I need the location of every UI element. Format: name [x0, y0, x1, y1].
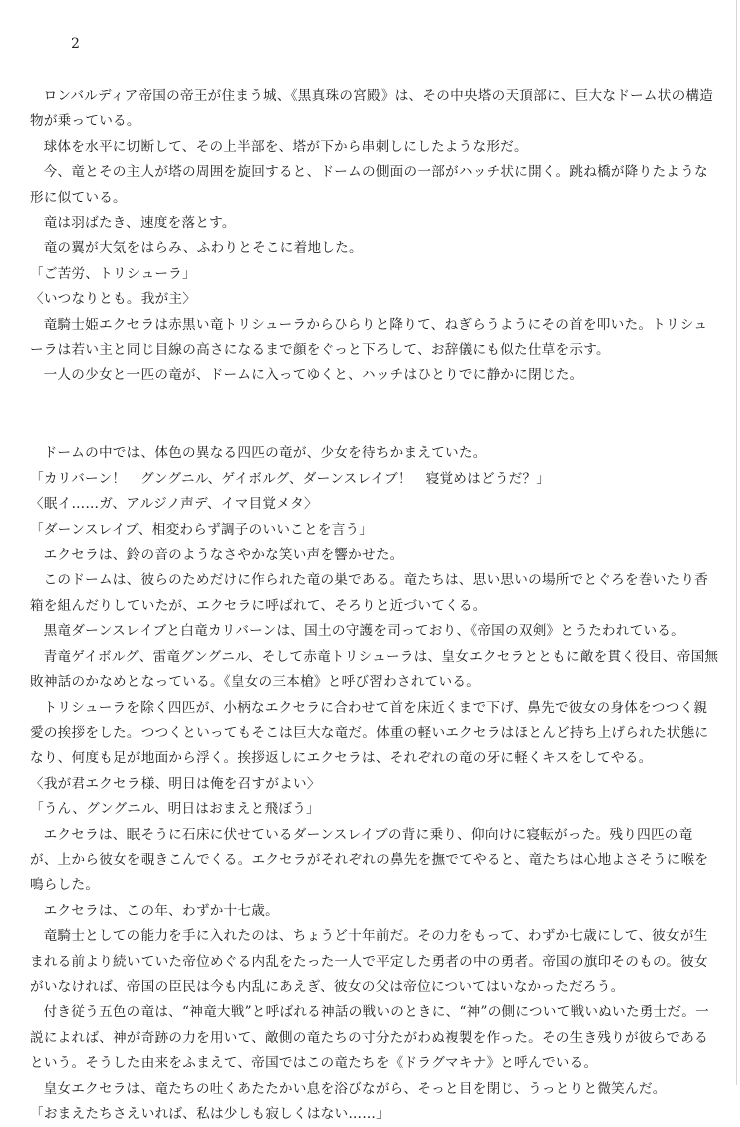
narration-paragraph: トリシューラを除く四匹が、小柄なエクセラに合わせて首を床近くまで下げ、鼻先で彼女の身体をつつく親愛の挨拶をした。つつくといってもそこは巨大な竜だ。体重の軽いエクセラはほとんど持ち上げられた状態になり、何度も足が地面から浮く。挨拶返しにエクセラは、それぞれの竜の牙に軽くキスをしてやる。: [30, 699, 709, 767]
dialogue-line: 「うん、グングニル、明日はおまえと飛ぼう」: [30, 801, 320, 818]
page-edge-line: [736, 0, 737, 1085]
narration-paragraph: このドームは、彼らのためだけに作られた竜の巣である。竜たちは、思い思いの場所でとぐろを巻いたり香箱を組んだりしていたが、エクセラに呼ばれて、そろりと近づいてくる。: [30, 572, 709, 614]
narration-paragraph: ドームの中では、体色の異なる四匹の竜が、少女を待ちかまえていた。: [43, 445, 487, 462]
narration-paragraph: 竜は羽ばたき、速度を落とす。: [43, 215, 236, 232]
narration-paragraph: 球体を水平に切断して、その上半部を、塔が下から串刺しにしたような形だ。: [43, 138, 528, 155]
dialogue-line: 〈我が君エクセラ様、明日は俺を召すがよい〉: [30, 775, 321, 792]
narration-paragraph: ロンバルディア帝国の帝王が住まう城、《黒真珠の宮殿》は、その中央塔の天頂部に、巨大なドーム状の構造物が乗っている。: [30, 88, 714, 130]
page-number: 2: [71, 36, 80, 52]
narration-paragraph: 青竜ゲイボルグ、雷竜グングニル、そして赤竜トリシューラは、皇女エクセラとともに敵を貫く役目、帝国無敗神話のかなめとなっている。《皇女の三本槍》と呼び習わされている。: [30, 648, 719, 691]
dialogue-line: 「おまえたちさえいれば、私は少しも寂しくはない……」: [30, 1106, 390, 1123]
narration-paragraph: エクセラは、この年、わずか十七歳。: [43, 902, 279, 919]
dialogue-line: 「ご苦労、トリシューラ」: [30, 265, 196, 282]
dialogue-line: 〈いつなりとも。我が主〉: [30, 291, 197, 308]
narration-paragraph: 黒竜ダーンスレイブと白竜カリバーンは、国土の守護を司っており、《帝国の双剣》とうたわれている。: [43, 623, 685, 640]
narration-paragraph: エクセラは、眠そうに石床に伏せているダーンスレイブの背に乗り、仰向けに寝転がった。残り四匹の竜が、上から彼女を覗きこんでくる。エクセラがそれぞれの鼻先を撫でてやると、竜たちは心地よさそうに喉を鳴らした。: [30, 826, 709, 894]
dialogue-line: 〈眠イ……ガ、アルジノ声デ、イマ目覚メタ〉: [30, 496, 318, 513]
narration-paragraph: 皇女エクセラは、竜たちの吐くあたたかい息を浴びながら、そっと目を閉じ、うっとりと微笑んだ。: [43, 1080, 667, 1097]
dialogue-line: 「ダーンスレイブ、相変わらず調子のいいことを言う」: [30, 521, 374, 538]
body-text: [30, 84, 720, 1127]
narration-paragraph: 今、竜とその主人が塔の周囲を旋回すると、ドームの側面の一部がハッチ状に開く。跳ね橋が降りたような形に似ている。: [30, 164, 708, 206]
narration-paragraph: 付き従う五色の竜は、“神竜大戦”と呼ばれる神話の戦いのときに、“神”の側について戦いぬいた勇士だ。一説によれば、神が奇跡の力を用いて、敵側の竜たちの寸分たがわぬ複製を作った。その生き残りが彼らであるという。そうした由来をふまえて、帝国ではこの竜たちを《ドラグマキナ》と呼んでいる。: [30, 1004, 709, 1072]
narration-paragraph: エクセラは、鈴の音のようなさやかな笑い声を響かせた。: [43, 547, 404, 564]
narration-paragraph: 竜の翼が大気をはらみ、ふわりとそこに着地した。: [43, 240, 363, 257]
narration-paragraph: 竜騎士としての能力を手に入れたのは、ちょうど十年前だ。その力をもって、わずか七歳にして、彼女が生まれる前より続いていた帝位めぐる内乱をたった一人で平定した勇者の中の勇者。帝国の旗印そのもの。彼女がいなければ、帝国の臣民は今も内乱にあえぎ、彼女の父は帝位についてはいなかっただろう。: [30, 928, 708, 995]
dialogue-line: 「カリバーン！ グングニル、ゲイボルグ、ダーンスレイブ！ 寝覚めはどうだ？」: [30, 470, 551, 487]
blank-line: [30, 402, 720, 427]
narration-paragraph: 一人の少女と一匹の竜が、ドームに入ってゆくと、ハッチはひとりでに静かに閉じた。: [43, 367, 584, 384]
narration-paragraph: 竜騎士姫エクセラは赤黒い竜トリシューラからひらりと降りて、ねぎらうようにその首を叩いた。トリシューラは若い主と同じ目線の高さになるまで顔をぐっと下ろして、お辞儀にも似た仕草を示す。: [30, 316, 708, 359]
